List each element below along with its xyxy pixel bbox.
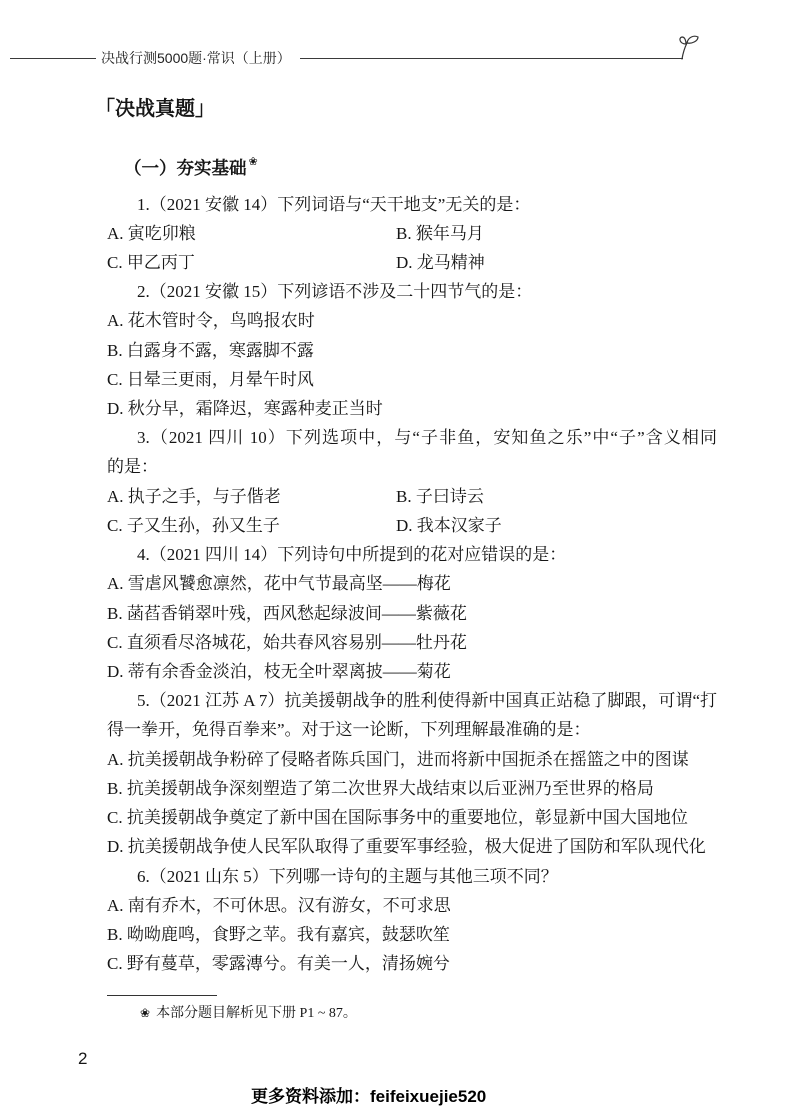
- footnote-marker-icon: ❀: [140, 1006, 151, 1020]
- footnote: [140, 1004, 357, 1023]
- question-2-option-d: D. 秋分早，霜降迟，寒露种麦正当时: [107, 399, 383, 419]
- question-1-option-a: A. 寅吃卯粮: [107, 223, 196, 243]
- section-label: 「决战真题」: [95, 98, 215, 120]
- question-1-options-row: [107, 248, 717, 277]
- question-6-stem: 6.（2021 山东 5）下列哪一诗句的主题与其他三项不同？: [137, 866, 558, 886]
- header-rule-left: [10, 58, 96, 59]
- subsection-title: （一）夯实基础: [124, 158, 247, 178]
- question-1-option-b: B. 猴年马月: [396, 223, 484, 243]
- sprout-icon: [670, 32, 702, 62]
- question-3-options-row: [107, 482, 717, 511]
- question-list: [107, 190, 717, 979]
- question-3-options-row: [107, 511, 717, 540]
- footnote-marker-icon: ❀: [248, 155, 258, 168]
- question-4-option-d: D. 蒂有余香金淡泊，枝无全叶翠离披——菊花: [107, 662, 451, 681]
- question-3-option-a: A. 执子之手，与子偕老: [107, 486, 281, 506]
- question-2-stem: 2.（2021 安徽 15）下列谚语不涉及二十四节气的是：: [137, 282, 533, 302]
- question-6-option-a: A. 南有乔木，不可休思。汉有游女，不可求思: [107, 895, 451, 915]
- page-number: 2: [78, 1049, 88, 1068]
- question-5-stem: 5.（2021 江苏 A 7）抗美援朝战争的胜利使得新中国真正站稳了脚跟，可谓“打: [137, 691, 717, 711]
- question-1-option-c: C. 甲乙丙丁: [107, 252, 195, 272]
- question-5-option-d: D. 抗美援朝战争使人民军队取得了重要军事经验，极大促进了国防和军队现代化: [107, 837, 706, 857]
- question-5-option-a: A. 抗美援朝战争粉碎了侵略者陈兵国门，进而将新中国扼杀在摇篮之中的图谋: [107, 749, 689, 769]
- question-1-option-d: D. 龙马精神: [396, 252, 485, 272]
- question-4-stem: 4.（2021 四川 14）下列诗句中所提到的花对应错误的是：: [137, 545, 567, 565]
- question-2-option-b: B. 白露身不露，寒露脚不露: [107, 340, 314, 360]
- question-1-options-row: [107, 219, 717, 248]
- contact-line: 更多资料添加：feifeixuejie520: [251, 1087, 487, 1106]
- question-2-option-a: A. 花木管时令，鸟鸣报农时: [107, 311, 315, 331]
- question-6-option-c: C. 野有蔓草，零露漙兮。有美一人，清扬婉兮: [107, 954, 450, 974]
- question-5-option-c: C. 抗美援朝战争奠定了新中国在国际事务中的重要地位，彰显新中国大国地位: [107, 808, 688, 828]
- question-6-option-b: B. 呦呦鹿鸣，食野之苹。我有嘉宾，鼓瑟吹笙: [107, 924, 450, 944]
- header-rule-right: [300, 58, 683, 59]
- question-5-option-b: B. 抗美援朝战争深刻塑造了第二次世界大战结束以后亚洲乃至世界的格局: [107, 778, 654, 798]
- question-4-option-c: C. 直须看尽洛城花，始共春风容易别——牡丹花: [107, 632, 467, 652]
- question-2-option-c: C. 日晕三更雨，月晕午时风: [107, 369, 314, 389]
- question-1-stem: 1.（2021 安徽 14）下列词语与“天干地支”无关的是：: [137, 194, 531, 214]
- subsection-heading: [124, 156, 258, 183]
- question-3-option-d: D. 我本汉家子: [396, 515, 502, 535]
- question-3-stem-continued: 的是：: [107, 457, 158, 477]
- question-3-option-b: B. 子曰诗云: [396, 486, 484, 506]
- footnote-text: 本部分题目解析见下册 P1 ~ 87。: [156, 1006, 357, 1021]
- footnote-rule: [107, 995, 217, 996]
- question-3-option-c: C. 子又生孙，孙又生子: [107, 515, 280, 535]
- question-5-stem-continued: 得一拳开，免得百拳来”。对于这一论断，下列理解最准确的是：: [107, 720, 591, 740]
- running-header-title: 决战行测5000题·常识（上册）: [101, 50, 291, 66]
- question-3-stem: 3.（2021 四川 10）下列选项中，与“子非鱼，安知鱼之乐”中“子”含义相同: [137, 428, 717, 448]
- question-4-option-a: A. 雪虐风饕愈凛然，花中气节最高坚——梅花: [107, 574, 451, 594]
- question-4-option-b: B. 菡萏香销翠叶残，西风愁起绿波间——紫薇花: [107, 603, 467, 623]
